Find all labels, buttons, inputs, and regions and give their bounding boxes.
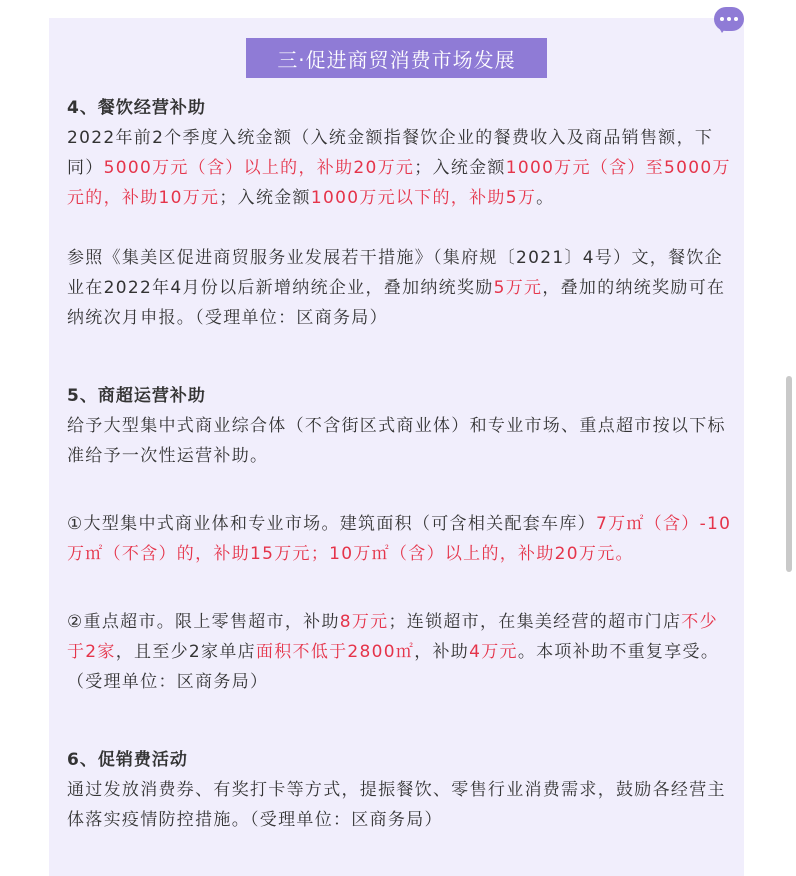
text-run: ；入统金额 (414, 158, 506, 178)
highlight-text: 不少于2家 (67, 612, 718, 662)
chat-dot (720, 17, 724, 21)
text-run: ，叠加的纳统奖励可在纳统次月申报。（受理单位：区商务局） (67, 278, 726, 328)
spacer (67, 333, 732, 381)
spacer (67, 471, 732, 509)
text-run: 。 (536, 188, 555, 208)
chat-bubble-tail (718, 26, 727, 33)
highlight-text: 5万元 (493, 278, 543, 298)
section-4-paragraph-2 (67, 243, 732, 333)
section-5-heading: 5、商超运营补助 (67, 386, 206, 406)
section-5-intro: 给予大型集中式商业综合体（不含街区式商业体）和专业市场、重点超市按以下标准给予一次性运营补助。 (67, 416, 726, 466)
text-run: ①大型集中式商业体和专业市场。建筑面积（可含相关配套车库） (67, 514, 596, 534)
chat-dot (734, 17, 738, 21)
section-4-heading: 4、餐饮经营补助 (67, 98, 206, 118)
text-run: ；入统金额 (219, 188, 311, 208)
highlight-text: 4万元 (469, 642, 518, 662)
section-5-item-2 (67, 607, 732, 697)
section-5-item-1 (67, 509, 732, 569)
section-6-paragraph-1: 通过发放消费券、有奖打卡等方式，提振餐饮、零售行业消费需求，鼓励各经营主体落实疫情防控措施。（受理单位：区商务局） (67, 780, 726, 830)
spacer (67, 213, 732, 243)
section-title: 三·促进商贸消费市场发展 (277, 47, 516, 72)
text-run: ；连锁超市，在集美经营的超市门店 (388, 612, 682, 632)
highlight-text: 1000万元以下的，补助5万 (310, 188, 537, 208)
spacer (67, 569, 732, 607)
highlight-text: 7万㎡（含）-10万㎡（不含）的，补助15万元；10万㎡（含）以上的，补助20万元。 (67, 514, 732, 564)
highlight-text: 8万元 (339, 612, 389, 632)
spacer (67, 697, 732, 745)
text-run: 。本项补助不重复享受。（受理单位：区商务局） (67, 642, 720, 692)
text-run: ，且至少2家单店 (115, 642, 256, 662)
text-run: ，补助 (414, 642, 470, 662)
highlight-text: 1000万元（含）至5000万元的，补助10万元 (67, 158, 731, 208)
section-title-banner (246, 38, 547, 78)
section-6-heading: 6、促销费活动 (67, 750, 188, 770)
highlight-text: 面积不低于2800㎡ (255, 642, 415, 662)
scrollbar-thumb[interactable] (786, 376, 792, 572)
article-content (67, 93, 732, 835)
section-4-paragraph-1 (67, 123, 732, 213)
text-run: 参照《集美区促进商贸服务业发展若干措施》（集府规〔2021〕4号）文，餐饮企业在2022年4月份以后新增纳统企业，叠加纳统奖励 (67, 248, 723, 298)
highlight-text: 5000万元（含）以上的，补助20万元 (103, 158, 415, 178)
chat-dot (727, 17, 731, 21)
text-run: ②重点超市。限上零售超市，补助 (67, 612, 340, 632)
text-run: 2022年前2个季度入统金额（入统金额指餐饮企业的餐费收入及商品销售额，下同） (67, 128, 714, 178)
